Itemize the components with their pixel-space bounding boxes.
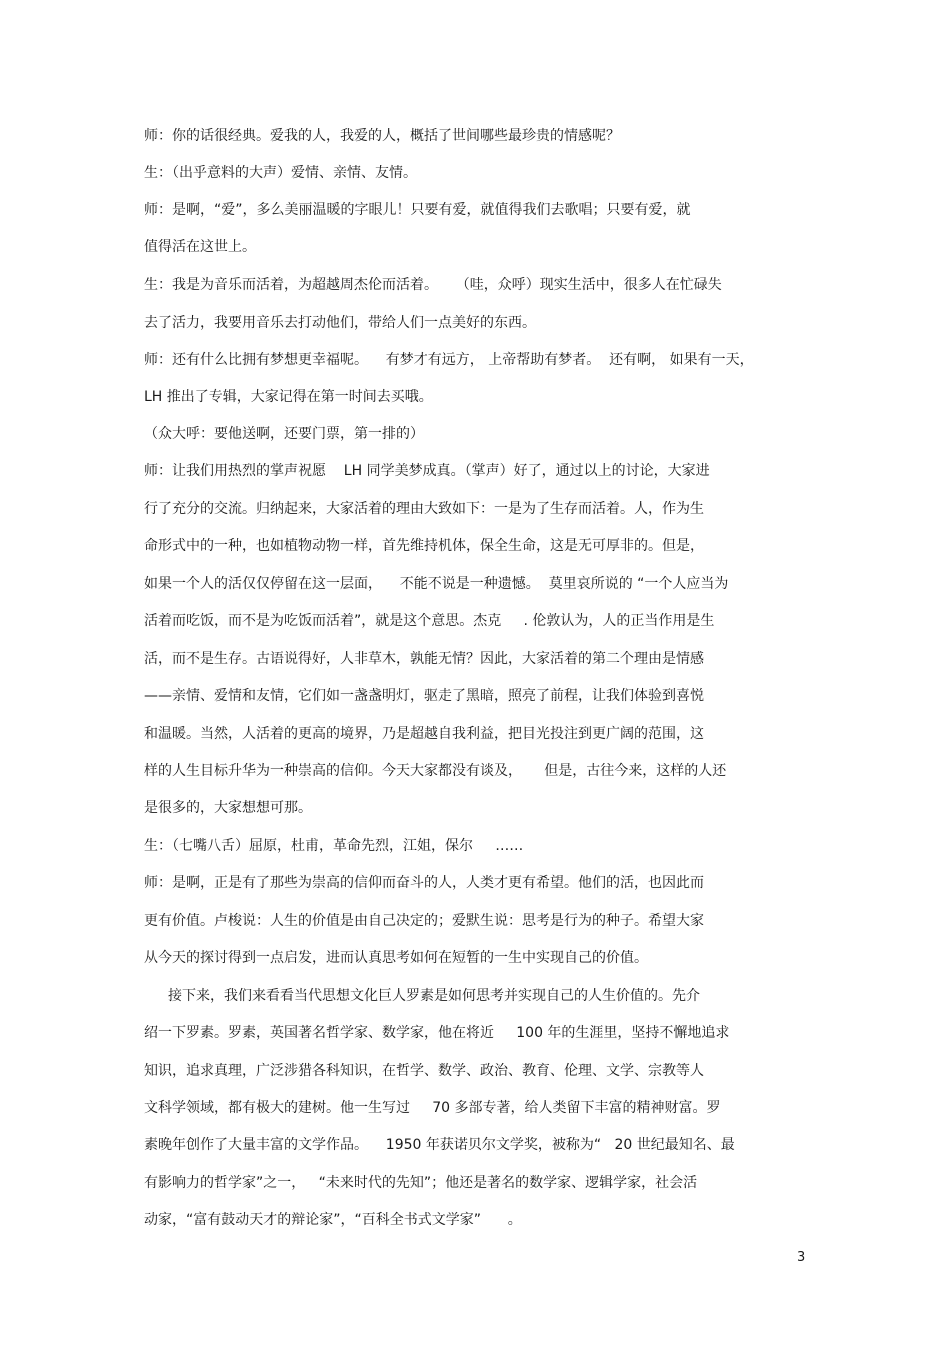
text-line: 素晚年创作了大量丰富的文学作品。 1950 年获诺贝尔文学奖，被称为“ 20 世纪最知名、最	[144, 1137, 735, 1153]
text-line: 命形式中的一种，也如植物动物一样，首先维持机体，保全生命，这是无可厚非的。但是，	[144, 538, 704, 554]
text-line: 值得活在这世上。	[144, 239, 256, 255]
text-line: LH 推出了专辑，大家记得在第一时间去买哦。	[144, 389, 433, 405]
text-line: 动家，“富有鼓动天才的辩论家”，“百科全书式文学家” 。	[144, 1212, 522, 1228]
text-line: 行了充分的交流。归纳起来，大家活着的理由大致如下：一是为了生存而活着。人，作为生	[144, 501, 704, 517]
text-line: 生：（出乎意料的大声）爱情、亲情、友情。	[144, 165, 417, 181]
text-line: （众大呼：要他送啊，还要门票，第一排的）	[144, 426, 424, 442]
text-line: 是很多的，大家想想可那。	[144, 800, 312, 816]
text-line: 师：让我们用热烈的掌声祝愿 LH 同学美梦成真。（掌声）好了，通过以上的讨论，大家进	[144, 463, 710, 479]
text-line: 师：你的话很经典。爱我的人，我爱的人，概括了世间哪些最珍贵的情感呢？	[144, 128, 620, 144]
text-line: 师：还有什么比拥有梦想更幸福呢。 有梦才有远方， 上帝帮助有梦者。 还有啊， 如果有一天，	[144, 352, 754, 368]
text-line: 从今天的探讨得到一点启发，进而认真思考如何在短暂的一生中实现自己的价值。	[144, 950, 648, 966]
text-line: 如果一个人的活仅仅停留在这一层面， 不能不说是一种遗憾。 莫里哀所说的 “一个人应当为	[144, 576, 729, 592]
text-line: 生：（七嘴八舌）屈原，杜甫，革命先烈，江姐，保尔 ……	[144, 838, 524, 854]
text-line: 和温暖。当然，人活着的更高的境界，乃是超越自我利益，把目光投注到更广阔的范围，这	[144, 726, 704, 742]
page-number: 3	[797, 1250, 806, 1265]
text-line: 活着而吃饭，而不是为吃饭而活着”，就是这个意思。杰克 . 伦敦认为，人的正当作用是生	[144, 613, 715, 629]
text-line: 生：我是为音乐而活着，为超越周杰伦而活着。 （哇，众呼）现实生活中，很多人在忙碌失	[144, 277, 722, 293]
text-line: 样的人生目标升华为一种崇高的信仰。今天大家都没有谈及， 但是，古往今来，这样的人还	[144, 763, 727, 779]
text-line: ——亲情、爱情和友情，它们如一盏盏明灯，驱走了黑暗，照亮了前程，让我们体验到喜悦	[144, 688, 704, 704]
text-line: 去了活力，我要用音乐去打动他们，带给人们一点美好的东西。	[144, 315, 536, 331]
text-line: 接下来，我们来看看当代思想文化巨人罗素是如何思考并实现自己的人生价值的。先介	[168, 988, 700, 1004]
text-line: 更有价值。卢梭说：人生的价值是由自己决定的；爱默生说：思考是行为的种子。希望大家	[144, 913, 704, 929]
text-line: 师：是啊，“爱”，多么美丽温暖的字眼儿！只要有爱，就值得我们去歌唱；只要有爱，就	[144, 202, 691, 218]
text-line: 有影响力的哲学家”之一， “未来时代的先知”；他还是著名的数学家、逻辑学家，社会活	[144, 1175, 698, 1191]
text-line: 绍一下罗素。罗素，英国著名哲学家、数学家，他在将近 100 年的生涯里，坚持不懈地追求	[144, 1025, 730, 1041]
text-line: 知识，追求真理，广泛涉猎各科知识，在哲学、数学、政治、教育、伦理、文学、宗教等人	[144, 1063, 704, 1079]
text-line: 活，而不是生存。古语说得好，人非草木，孰能无情？因此，大家活着的第二个理由是情感	[144, 651, 704, 667]
text-line: 师：是啊，正是有了那些为崇高的信仰而奋斗的人，人类才更有希望。他们的活，也因此而	[144, 875, 704, 891]
text-line: 文科学领域，都有极大的建树。他一生写过 70 多部专著，给人类留下丰富的精神财富。罗	[144, 1100, 721, 1116]
